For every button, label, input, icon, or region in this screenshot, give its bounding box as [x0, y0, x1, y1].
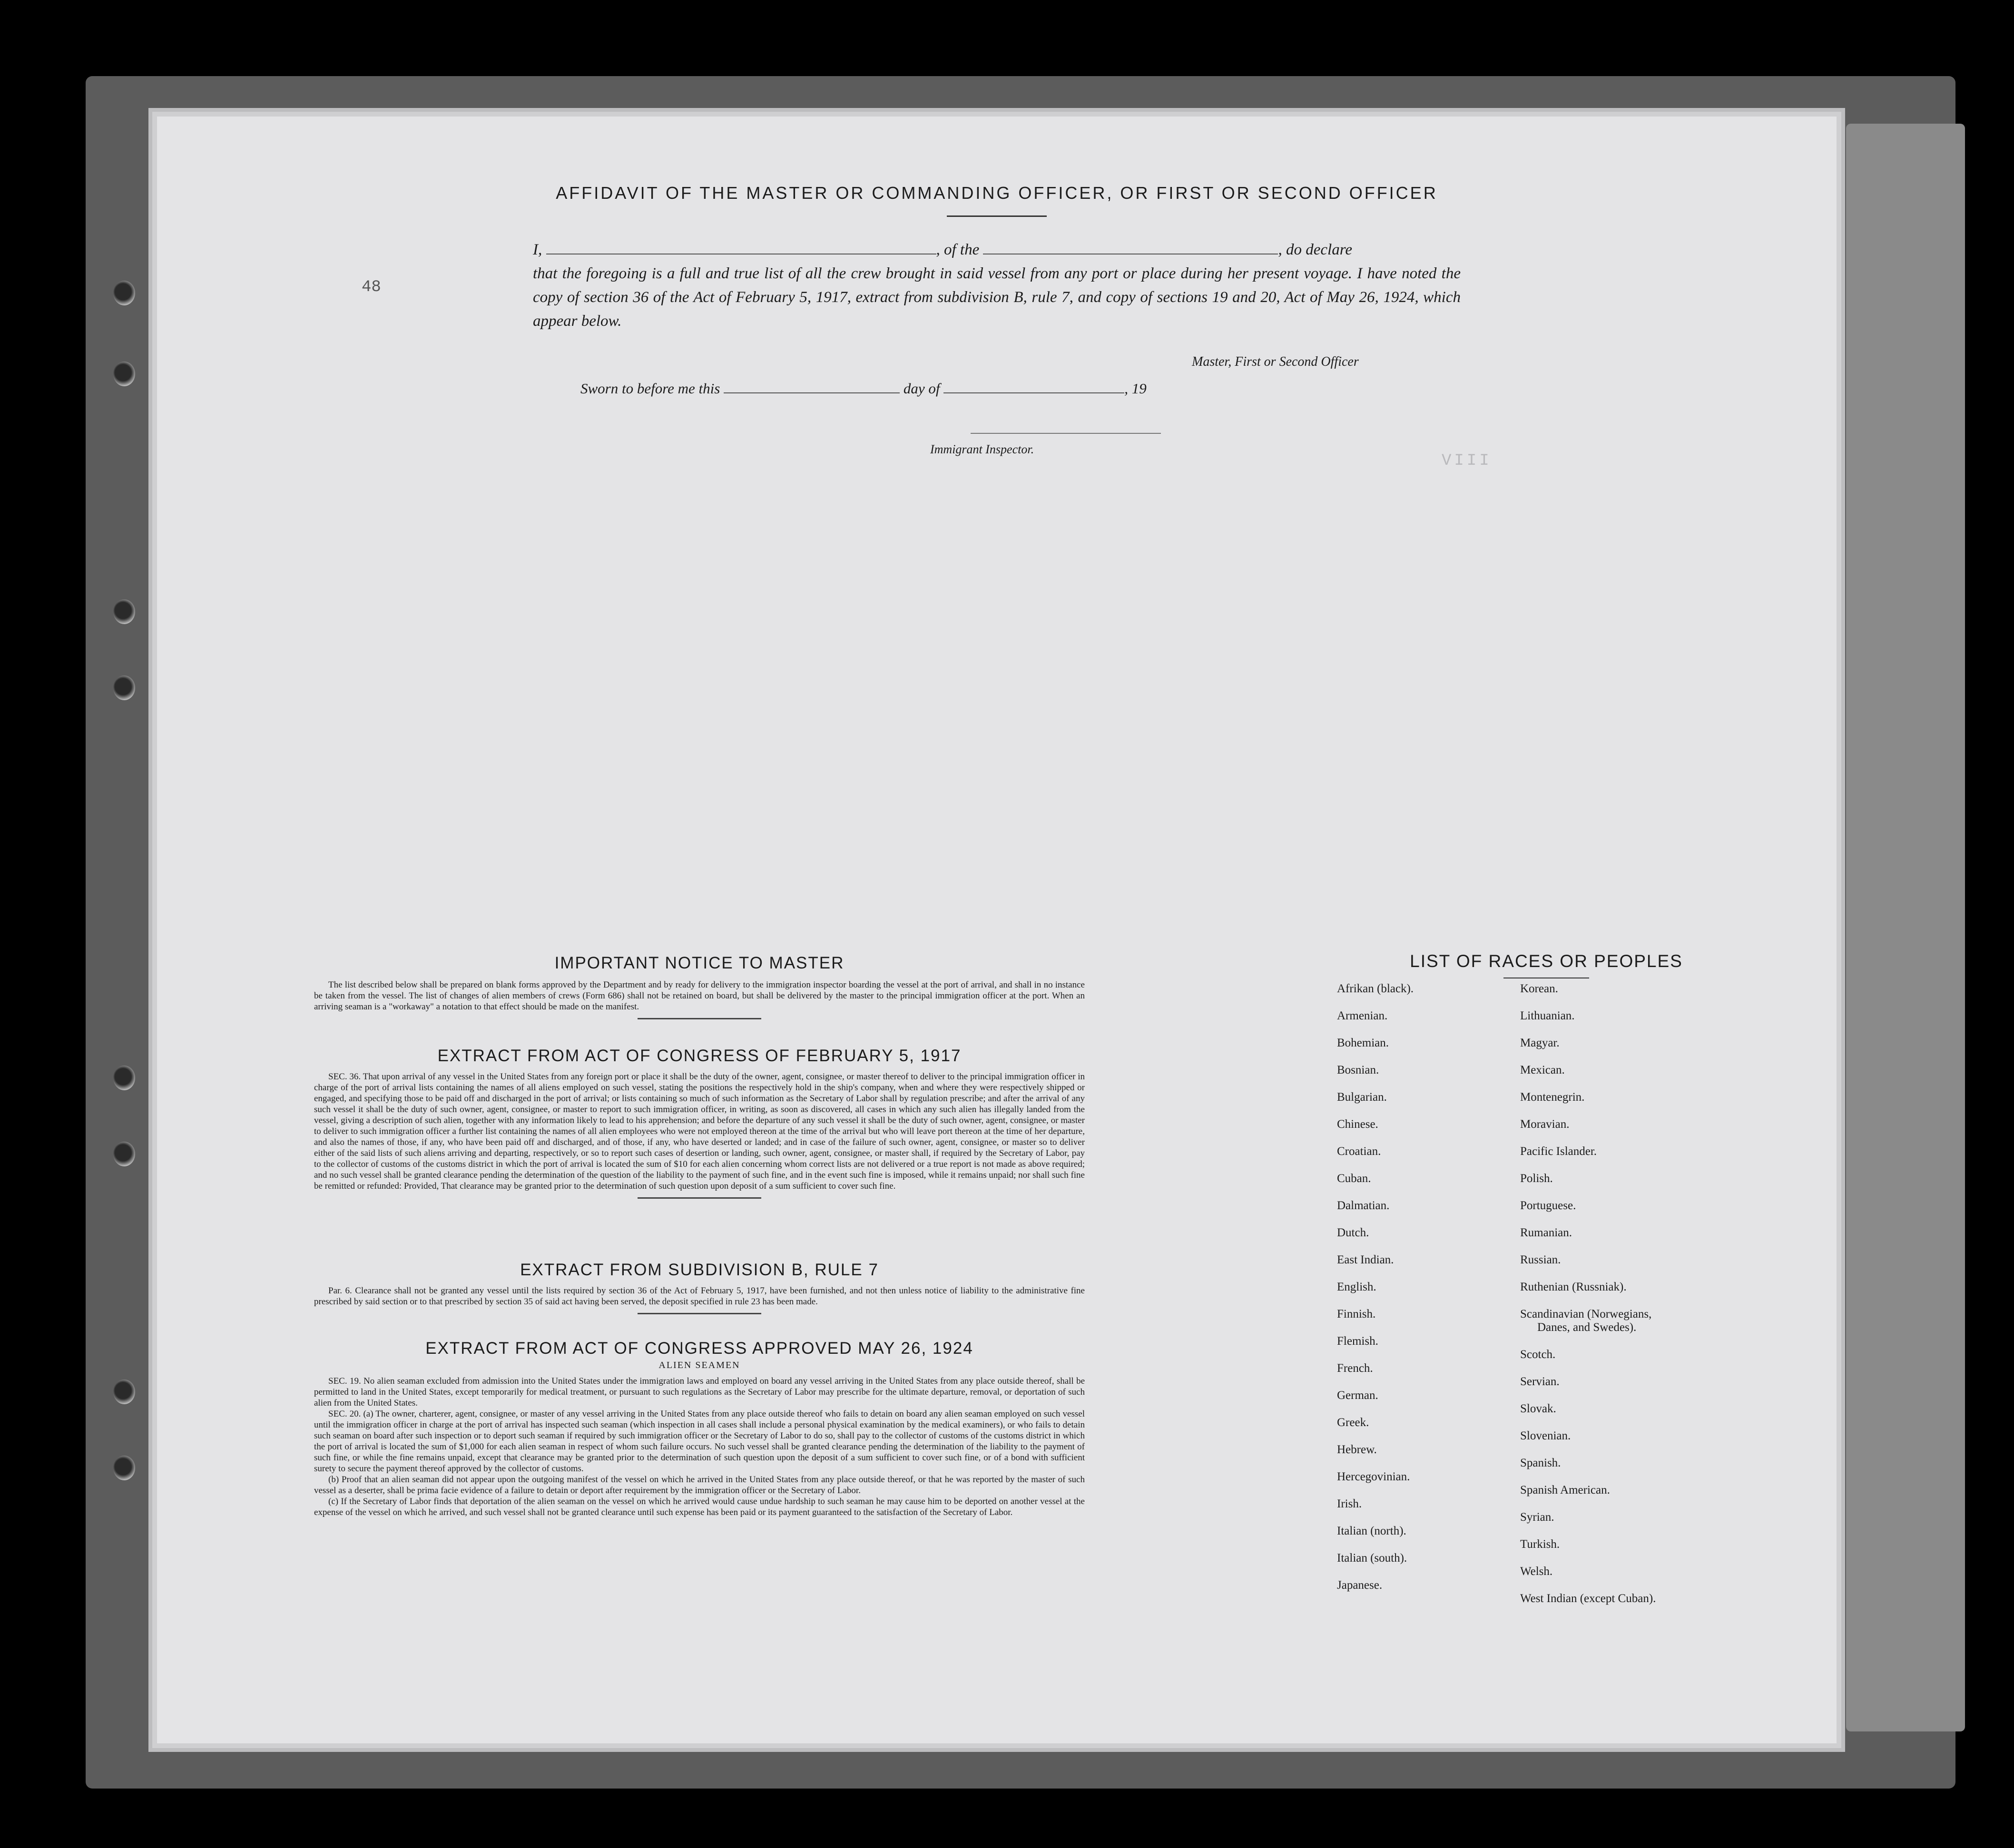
race-item: Dutch.: [1337, 1226, 1369, 1239]
race-item: Bulgarian.: [1337, 1091, 1387, 1104]
race-item: Italian (north).: [1337, 1525, 1406, 1537]
race-item: Syrian.: [1520, 1511, 1554, 1524]
race-item: Slovak.: [1520, 1402, 1556, 1415]
race-item: Mexican.: [1520, 1064, 1565, 1076]
race-item: Armenian.: [1337, 1009, 1388, 1022]
extract-rule7-section: [314, 1261, 1085, 1314]
section-divider: [638, 1313, 761, 1314]
inspector-label: Immigrant Inspector.: [930, 442, 1034, 456]
notice-title: IMPORTANT NOTICE TO MASTER: [554, 954, 845, 972]
race-item: Lithuanian.: [1520, 1009, 1575, 1022]
extract-1917-section: [314, 1046, 1085, 1199]
sworn-line: Sworn to before me this day of , 19: [580, 378, 1147, 397]
race-item: Pacific Islander.: [1520, 1145, 1597, 1158]
races-column-right: [1520, 982, 1656, 1619]
punch-hole: [113, 1456, 135, 1480]
race-item: Scandinavian (Norwegians,: [1520, 1308, 1652, 1320]
sworn-day-field[interactable]: [724, 378, 900, 393]
race-item: Montenegrin.: [1520, 1091, 1585, 1104]
sworn-month-field[interactable]: [943, 378, 1124, 393]
punch-hole: [113, 675, 135, 700]
race-item: Spanish American.: [1520, 1484, 1610, 1496]
extract-1917-text: SEC. 36. That upon arrival of any vessel in the United States from any foreign port or place it shall be the duty of the owner, agent, consignee, or master thereof to deliver to the principal immigration officer in charge of the port of arrival lists containing the names of all aliens employed on such vessel, stating the positions the respectively hold in the ship's company, when and where they were respectively shipped or engaged, and specifying those to be paid off and discharged in the port of arrival; or lists containing so much of such information as the Secretary of Labor shall by regulation prescribe; and after the arrival of any such vessel it shall be the duty of such owner, agent, consignee, or master to report to such immigration officer, in writing, as soon as discovered, all cases in which any such alien has illegally landed from the vessel, giving a description of such alien, together with any information likely to lead to his apprehension; and before the departure of any such vessel it shall be the duty of such owner, agent, consignee, or master to deliver to such immigration officer a further list containing the names of all alien employees who were not employed thereon at the time of the arrival but who will leave port thereon at the time of her departure, and also the names of those, if any, who have been paid off and discharged, and of those, if any, who have deserted or landed; and in case of the failure of such owner, agent, consignee, or master so to deliver either of the said lists of such aliens arriving and departing, respectively, or so to report such cases of desertion or landing, such owner, agent, consignee, or master shall, if required by the Secretary of Labor, pay to the collector of customs of the customs district in which the port of arrival is located the sum of $10 for each alien concerning whom correct lists are not delivered or a true report is not made as above required; and no such vessel shall be granted clearance pending the determination of the question of the liability to the payment of such fine, and in the event such fine is imposed, while it remains unpaid; nor shall such fine be remitted or refunded: Provided, That clearance may be granted prior to the determination of such question upon deposit of a sum sufficient to cover such fine.: [314, 1072, 1085, 1191]
race-item: Finnish.: [1337, 1308, 1376, 1320]
race-item: Polish.: [1520, 1172, 1553, 1185]
race-item: Hebrew.: [1337, 1443, 1377, 1456]
extract-rule7-title: EXTRACT FROM SUBDIVISION B, RULE 7: [520, 1261, 879, 1279]
bleed-through: VIII: [1442, 452, 1492, 470]
race-item: German.: [1337, 1389, 1378, 1402]
race-item: Dalmatian.: [1337, 1199, 1390, 1212]
title-underline: [947, 215, 1047, 217]
affidavit-statement: [533, 238, 1461, 333]
margin-mark: 48: [362, 278, 381, 296]
signature-label: Master, First or Second Officer: [1192, 354, 1359, 369]
race-item: French.: [1337, 1362, 1373, 1375]
extract-1917-title: EXTRACT FROM ACT OF CONGRESS OF FEBRUARY 5, 1917: [437, 1046, 962, 1065]
race-item: Danes, and Swedes).: [1537, 1321, 1637, 1334]
vessel-field[interactable]: [983, 239, 1278, 254]
affidavit-page: [157, 117, 1837, 1743]
race-item: Ruthenian (Russniak).: [1520, 1281, 1627, 1293]
race-item: Bosnian.: [1337, 1064, 1379, 1076]
punch-hole: [113, 362, 135, 386]
race-item: Scotch.: [1520, 1348, 1556, 1361]
punch-hole: [113, 1379, 135, 1404]
race-item: Spanish.: [1520, 1457, 1561, 1469]
section-divider: [638, 1018, 761, 1019]
section-divider: [638, 1197, 761, 1199]
race-item: Afrikan (black).: [1337, 982, 1414, 995]
race-item: East Indian.: [1337, 1253, 1394, 1266]
extract-1924-section: [314, 1339, 1085, 1518]
race-item: Turkish.: [1520, 1538, 1560, 1551]
race-item: Moravian.: [1520, 1118, 1570, 1131]
race-item: Bohemian.: [1337, 1036, 1389, 1049]
races-column-left: [1337, 982, 1414, 1606]
punch-hole: [113, 1066, 135, 1090]
race-item: West Indian (except Cuban).: [1520, 1592, 1656, 1605]
notice-section: [314, 954, 1085, 1019]
race-item: Servian.: [1520, 1375, 1560, 1388]
declaration-line: I, , of the , do declare: [533, 238, 1461, 262]
race-item: Portuguese.: [1520, 1199, 1576, 1212]
race-item: Italian (south).: [1337, 1552, 1407, 1564]
race-item: Welsh.: [1520, 1565, 1553, 1578]
punch-hole: [113, 281, 135, 305]
race-item: Slovenian.: [1520, 1429, 1571, 1442]
notice-text: The list described below shall be prepared on blank forms approved by the Department and by ready for delivery to the immigration inspector boarding the vessel at the port of arrival, and shall in no instance be taken from the vessel. The list of changes of alien members of crews (Form 686) shall not be retained on board, but shall be delivered by the master to the principal immigration officer at the port. When an arriving seaman is a "workaway" a notation to that effect should be made on the manifest.: [314, 980, 1085, 1012]
extract-1924-title: EXTRACT FROM ACT OF CONGRESS APPROVED MAY 26, 1924: [425, 1339, 973, 1358]
race-item: Japanese.: [1337, 1579, 1383, 1592]
race-item: Korean.: [1520, 982, 1558, 995]
extract-1924-text: SEC. 19. No alien seaman excluded from admission into the United States under the immigration laws and employed on board any vessel arriving in the United States from any place outside thereof, shall be permitted to land in the United States, except temporarily for medical treatment, or pursuant to such regulations as the Secretary of Labor may prescribe for the ultimate departure, removal, or deportation of such alien from the United States. SEC. 20. (a) The owner, charterer, agent, consignee, or master of any vessel arriving in the United States from any place outside thereof who fails to detain on board any alien seaman employed on such vessel until the immigration officer in charge at the port of arrival has inspected such seaman (which inspection in all cases shall include a personal physical examination by the medical examiners), or who fails to detain such seaman on board after such inspection or to deport such seaman if required by such immigration officer or the Secretary of Labor to do so, shall pay to the collector of customs of the customs district in which the port of arrival is located the sum of $1,000 for each alien seaman in respect of whom such failure occurs. No such vessel shall be granted clearance pending the determination of the liability to the payment of such fine, or while the fine remains unpaid, except that clearance may be granted prior to the determination of such question upon the deposit of a sum sufficient to cover such fine, or of a bond with sufficient surety to secure the payment thereof approved by the collector of customs. (b) Proof that an alien seaman did not appear upon the outgoing manifest of the vessel on which he arrived in the United States from any place outside thereof, or that he was reported by the master of such vessel as a deserter, shall be prima facie evidence of a failure to detain or deport after requirement by the immigration officer or the Secretary of Labor. (c) If the Secretary of Labor finds that deportation of the alien seaman on the vessel on which he arrived would cause undue hardship to such seaman he may cause him to be deported on another vessel at the expense of the vessel on which he arrived, and such vessel shall not be granted clearance until such expense has been paid or its payment guaranteed to the satisfaction of the Secretary of Labor.: [314, 1376, 1085, 1517]
punch-hole: [113, 1142, 135, 1166]
affidavit-title: AFFIDAVIT OF THE MASTER OR COMMANDING OFFICER, OR FIRST OR SECOND OFFICER: [556, 183, 1438, 203]
bleed-through: [1346, 559, 1775, 987]
race-item: English.: [1337, 1281, 1376, 1293]
race-item: Flemish.: [1337, 1335, 1378, 1348]
race-item: Greek.: [1337, 1416, 1369, 1429]
affidavit-body: that the foregoing is a full and true list of all the crew brought in said vessel from any port or place during her present voyage. I have noted the copy of section 36 of the Act of February 5, 1917, extract from subdivision B, rule 7, and copy of sections 19 and 20, Act of May 26, 1924, which appear below.: [533, 265, 1461, 330]
extract-rule7-text: Par. 6. Clearance shall not be granted any vessel until the lists required by section 36 of the Act of February 5, 1917, have been furnished, and not then unless notice of liability to the administrative fine prescribed by said section or to that prescribed by section 35 of said act having been served, the deposit specified in rule 23 has been made.: [314, 1286, 1085, 1307]
race-item: Croatian.: [1337, 1145, 1381, 1158]
extract-1924-subtitle: ALIEN SEAMEN: [658, 1360, 740, 1370]
binder-edge: [1846, 124, 1965, 1731]
punch-hole: [113, 599, 135, 624]
race-item: Rumanian.: [1520, 1226, 1572, 1239]
race-item: Hercegovinian.: [1337, 1470, 1410, 1483]
race-item: Russian.: [1520, 1253, 1561, 1266]
races-title: LIST OF RACES OR PEOPLES: [1410, 951, 1683, 971]
signature-rule: [971, 433, 1161, 434]
race-item: Chinese.: [1337, 1118, 1378, 1131]
name-field[interactable]: [546, 239, 936, 254]
race-item: Cuban.: [1337, 1172, 1371, 1185]
race-item: Irish.: [1337, 1497, 1362, 1510]
race-item: Magyar.: [1520, 1036, 1560, 1049]
